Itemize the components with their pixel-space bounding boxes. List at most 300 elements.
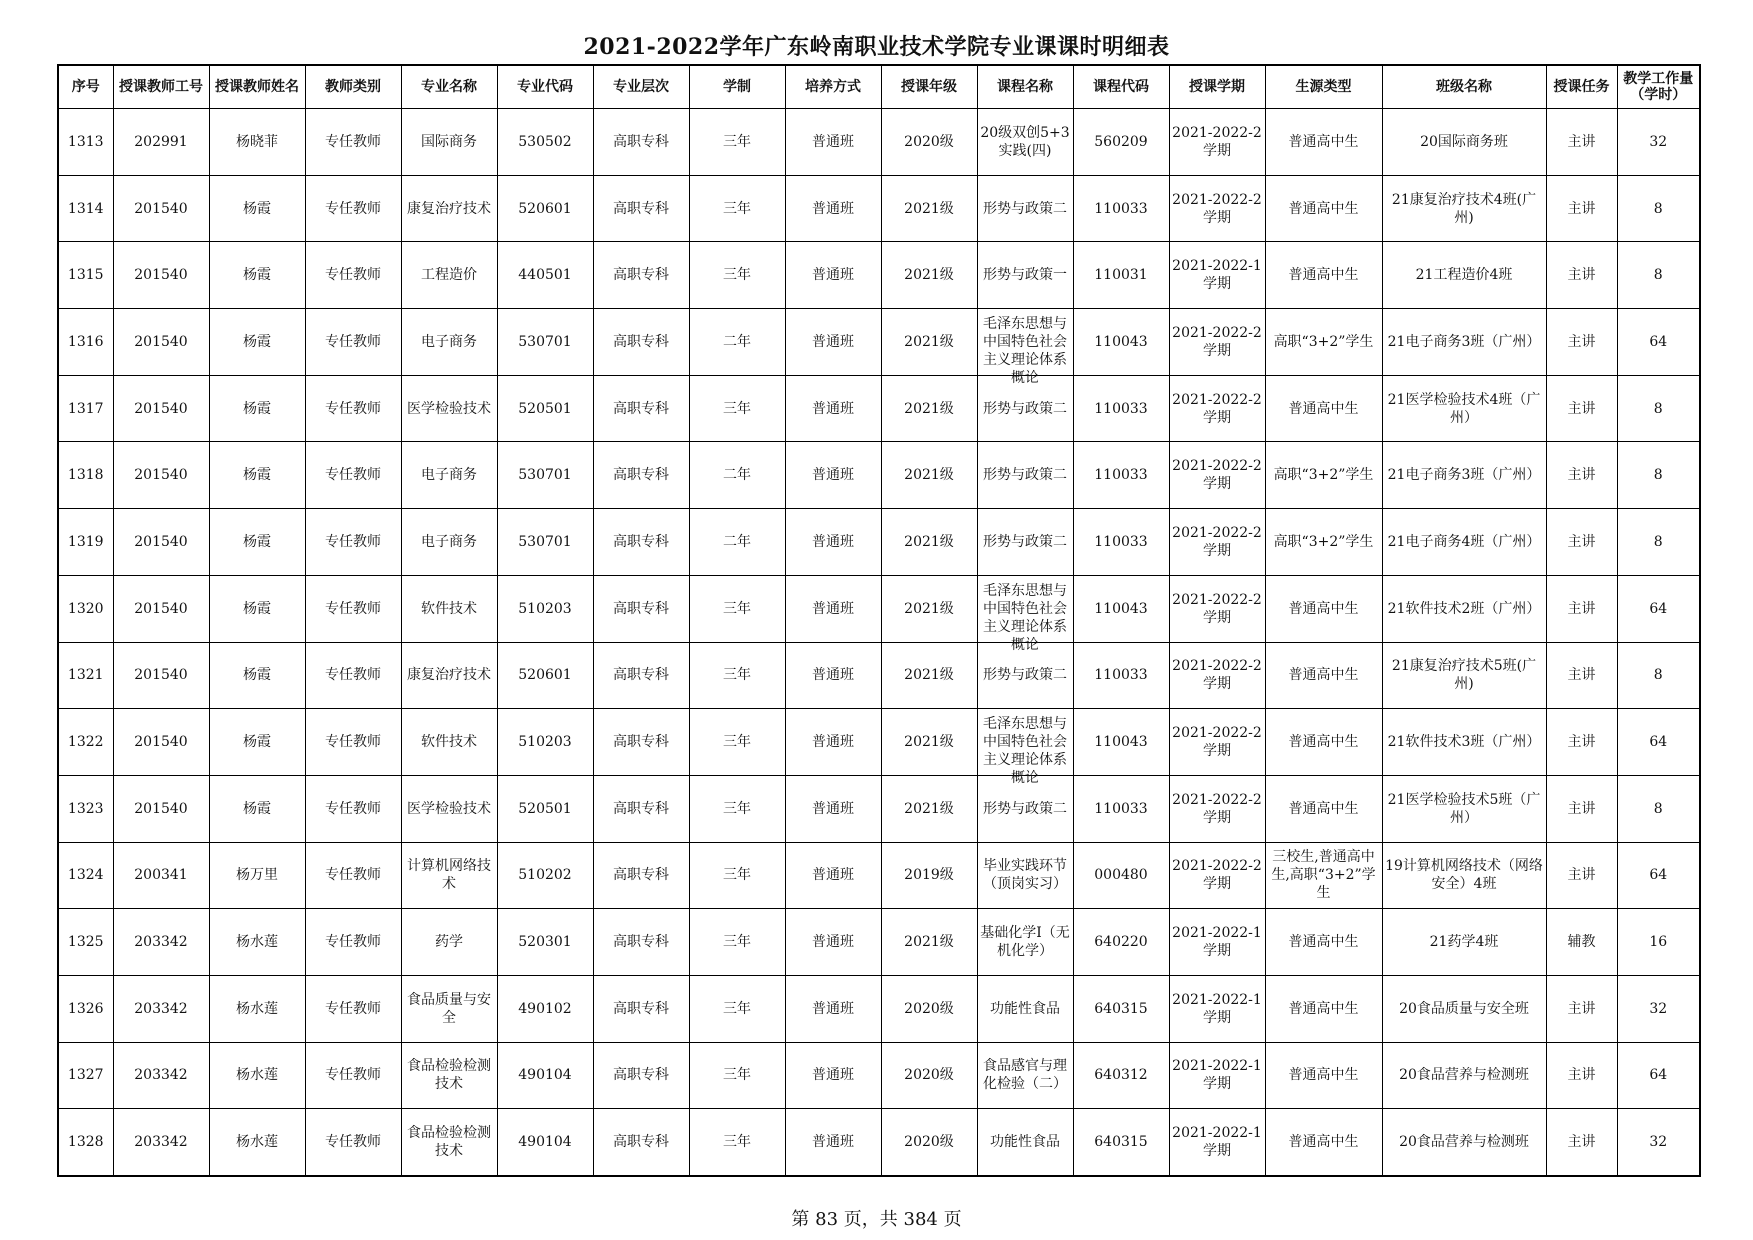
table-header-row: [58, 65, 1700, 109]
table-cell: [1265, 975, 1382, 1042]
cell-text: 1319: [67, 533, 104, 550]
cell-text: 490102: [518, 1000, 572, 1017]
table-cell: [881, 975, 977, 1042]
cell-text: 形势与政策二: [983, 667, 1067, 684]
cell-text: 计算机网络技术: [407, 858, 491, 893]
table-cell: [689, 509, 785, 576]
table-cell: [1265, 242, 1382, 309]
table-cell: [497, 109, 593, 176]
table-cell: [401, 309, 497, 376]
table-cell: [593, 175, 689, 242]
table-cell: [977, 175, 1073, 242]
table-cell: [113, 309, 209, 376]
cell-text: 2021级: [904, 667, 954, 684]
cell-text: 21电子商务4班（广州）: [1387, 533, 1541, 550]
table-cell: [305, 175, 401, 242]
table-cell: [977, 109, 1073, 176]
table-cell: [113, 242, 209, 309]
cell-text: 普通高中生: [1288, 1000, 1359, 1017]
table-cell: [785, 309, 881, 376]
cell-text: 专任教师: [325, 734, 381, 751]
table-cell: [689, 175, 785, 242]
column-header: 授课教师姓名: [209, 65, 305, 109]
table-cell: [881, 1042, 977, 1109]
cell-text: 主讲: [1567, 1067, 1596, 1084]
cell-text: 110033: [1094, 800, 1148, 817]
table-cell: [881, 775, 977, 842]
table-cell: [785, 909, 881, 976]
table-cell: [497, 242, 593, 309]
table-cell: [401, 842, 497, 909]
table-cell: [977, 242, 1073, 309]
table-cell: [1169, 1042, 1265, 1109]
cell-text: 490104: [518, 1067, 572, 1084]
table-cell: [113, 909, 209, 976]
cell-text: 专任教师: [325, 800, 381, 817]
table-cell: [1617, 775, 1700, 842]
table-cell: [209, 1042, 305, 1109]
table-cell: [1265, 442, 1382, 509]
cell-text: 杨霞: [243, 533, 271, 550]
table-cell: [58, 975, 113, 1042]
table-cell: [593, 242, 689, 309]
cell-text: 形势与政策一: [983, 267, 1067, 284]
cell-text: 21电子商务3班（广州）: [1387, 333, 1541, 350]
cell-text: 2021级: [904, 267, 954, 284]
table-cell: [1617, 709, 1700, 776]
table-cell: [401, 175, 497, 242]
cell-text: 主讲: [1567, 1134, 1596, 1151]
table-cell: [1169, 309, 1265, 376]
table-cell: [1546, 1109, 1617, 1176]
cell-text: 杨水莲: [236, 1067, 278, 1084]
table-cell: [785, 575, 881, 642]
cell-text: 8: [1653, 400, 1663, 417]
cell-text: 32: [1649, 133, 1668, 150]
cell-text: 主讲: [1567, 800, 1596, 817]
table-cell: [785, 442, 881, 509]
table-cell: [113, 842, 209, 909]
column-header: 专业代码: [497, 65, 593, 109]
cell-text: 杨霞: [243, 734, 271, 751]
cell-text: 毛泽东思想与中国特色社会主义理论体系概论: [983, 315, 1067, 386]
table-cell: [1265, 842, 1382, 909]
cell-text: 530701: [518, 467, 572, 484]
cell-text: 高职“3+2”学生: [1273, 467, 1374, 484]
table-cell: [977, 309, 1073, 386]
table-cell: [1073, 242, 1169, 309]
cell-text: 主讲: [1567, 133, 1596, 150]
table-cell: [305, 309, 401, 376]
table-cell: [1617, 642, 1700, 709]
table-cell: [1073, 309, 1169, 376]
table-cell: [1546, 442, 1617, 509]
table-row: [58, 309, 1700, 376]
table-cell: [785, 375, 881, 442]
table-cell: [1169, 509, 1265, 576]
column-header: 班级名称: [1382, 65, 1546, 109]
column-header: 培养方式: [785, 65, 881, 109]
cell-text: 杨水莲: [236, 1134, 278, 1151]
cell-text: 2021级: [904, 333, 954, 350]
cell-text: 20国际商务班: [1420, 133, 1508, 150]
cell-text: 电子商务: [421, 333, 477, 350]
cell-text: 高职专科: [613, 600, 669, 617]
column-header: 专业层次: [593, 65, 689, 109]
table-cell: [1617, 175, 1700, 242]
table-cell: [58, 509, 113, 576]
table-cell: [58, 242, 113, 309]
cell-text: 110043: [1094, 333, 1148, 350]
table-cell: [305, 509, 401, 576]
table-cell: [689, 1042, 785, 1109]
table-cell: [113, 642, 209, 709]
cell-text: 康复治疗技术: [407, 667, 491, 684]
cell-text: 普通班: [812, 133, 854, 150]
cell-text: 201540: [134, 333, 188, 350]
cell-text: 2021级: [904, 467, 954, 484]
table-cell: [58, 709, 113, 776]
table-cell: [1617, 1042, 1700, 1109]
cell-text: 2020级: [904, 1067, 954, 1084]
table-cell: [209, 109, 305, 176]
cell-text: 三年: [723, 867, 751, 884]
table-cell: [977, 1109, 1073, 1176]
cell-text: 专任教师: [325, 533, 381, 550]
table-cell: [1073, 1109, 1169, 1176]
table-cell: [1265, 642, 1382, 709]
cell-text: 高职专科: [613, 333, 669, 350]
table-cell: [881, 175, 977, 242]
table-cell: [1382, 575, 1546, 642]
cell-text: 2021-2022-2学期: [1172, 524, 1262, 559]
cell-text: 高职专科: [613, 200, 669, 217]
table-cell: [497, 442, 593, 509]
table-cell: [497, 1042, 593, 1109]
table-cell: [58, 175, 113, 242]
table-cell: [1169, 575, 1265, 642]
cell-text: 主讲: [1567, 867, 1596, 884]
table-cell: [593, 975, 689, 1042]
table-cell: [1073, 842, 1169, 909]
cell-text: 普通班: [812, 267, 854, 284]
table-cell: [209, 575, 305, 642]
table-cell: [1617, 109, 1700, 176]
table-cell: [1169, 709, 1265, 776]
table-cell: [785, 175, 881, 242]
cell-text: 202991: [134, 133, 188, 150]
table-cell: [113, 375, 209, 442]
column-header: 授课年级: [881, 65, 977, 109]
table-cell: [881, 442, 977, 509]
cell-text: 21医学检验技术4班（广州）: [1387, 391, 1541, 426]
cell-text: 食品感官与理化检验（二）: [983, 1058, 1067, 1093]
table-cell: [1382, 175, 1546, 242]
table-cell: [977, 909, 1073, 976]
cell-text: 2021级: [904, 934, 954, 951]
table-cell: [1617, 909, 1700, 976]
cell-text: 专任教师: [325, 133, 381, 150]
table-cell: [785, 1109, 881, 1176]
table-cell: [401, 509, 497, 576]
table-cell: [401, 1042, 497, 1109]
table-cell: [305, 975, 401, 1042]
table-cell: [785, 242, 881, 309]
table-cell: [1073, 1042, 1169, 1109]
cell-text: 2021-2022-2学期: [1172, 391, 1262, 426]
table-body: [58, 109, 1700, 1177]
cell-text: 专任教师: [325, 600, 381, 617]
cell-text: 杨水莲: [236, 1000, 278, 1017]
cell-text: 2021-2022-2学期: [1172, 191, 1262, 226]
table-cell: [1382, 509, 1546, 576]
table-cell: [1546, 242, 1617, 309]
table-cell: [401, 775, 497, 842]
table-cell: [881, 242, 977, 309]
table-cell: [113, 109, 209, 176]
table-cell: [401, 442, 497, 509]
column-header: 生源类型: [1265, 65, 1382, 109]
table-cell: [401, 109, 497, 176]
cell-text: 医学检验技术: [407, 800, 491, 817]
cell-text: 形势与政策二: [983, 800, 1067, 817]
cell-text: 主讲: [1567, 200, 1596, 217]
cell-text: 三年: [723, 133, 751, 150]
cell-text: 毛泽东思想与中国特色社会主义理论体系概论: [983, 716, 1067, 787]
cell-text: 高职专科: [613, 1134, 669, 1151]
cell-text: 辅教: [1567, 934, 1596, 951]
cell-text: 专任教师: [325, 934, 381, 951]
cell-text: 110033: [1094, 400, 1148, 417]
cell-text: 二年: [723, 333, 751, 350]
table-cell: [881, 509, 977, 576]
cell-text: 专任教师: [325, 333, 381, 350]
cell-text: 1323: [67, 800, 104, 817]
table-cell: [1617, 375, 1700, 442]
table-cell: [401, 975, 497, 1042]
table-cell: [401, 375, 497, 442]
cell-text: 8: [1653, 533, 1663, 550]
cell-text: 1328: [67, 1134, 104, 1151]
cell-text: 2021级: [904, 533, 954, 550]
table-cell: [785, 775, 881, 842]
table-cell: [305, 1109, 401, 1176]
table-cell: [785, 642, 881, 709]
table-cell: [497, 709, 593, 776]
table-row: [58, 709, 1700, 776]
table-cell: [497, 575, 593, 642]
table-cell: [593, 442, 689, 509]
cell-text: 三年: [723, 734, 751, 751]
table-cell: [1169, 442, 1265, 509]
cell-text: 203342: [134, 1134, 188, 1151]
cell-text: 普通班: [812, 734, 854, 751]
table-cell: [1169, 1109, 1265, 1176]
cell-text: 110031: [1094, 267, 1148, 284]
cell-text: 工程造价: [421, 267, 477, 284]
cell-text: 普通班: [812, 400, 854, 417]
page-title: 2021-2022学年广东岭南职业技术学院专业课课时明细表: [583, 34, 1170, 60]
cell-text: 药学: [435, 934, 463, 951]
table-row: [58, 509, 1700, 576]
table-cell: [305, 909, 401, 976]
table-cell: [593, 642, 689, 709]
cell-text: 1327: [67, 1067, 104, 1084]
cell-text: 主讲: [1567, 600, 1596, 617]
cell-text: 510203: [518, 600, 572, 617]
cell-text: 电子商务: [421, 533, 477, 550]
cell-text: 64: [1649, 600, 1668, 617]
cell-text: 专任教师: [325, 1000, 381, 1017]
cell-text: 20食品质量与安全班: [1399, 1000, 1529, 1017]
cell-text: 普通高中生: [1288, 934, 1359, 951]
table-cell: [1617, 242, 1700, 309]
cell-text: 2021-2022-1学期: [1172, 258, 1262, 293]
cell-text: 专任教师: [325, 200, 381, 217]
cell-text: 20食品营养与检测班: [1399, 1134, 1529, 1151]
cell-text: 杨万里: [236, 867, 278, 884]
cell-text: 普通高中生: [1288, 1134, 1359, 1151]
cell-text: 1314: [67, 200, 104, 217]
table-cell: [1073, 709, 1169, 776]
table-cell: [977, 509, 1073, 576]
cell-text: 主讲: [1567, 333, 1596, 350]
table-cell: [593, 109, 689, 176]
column-header: 教师类别: [305, 65, 401, 109]
table-cell: [881, 842, 977, 909]
table-cell: [1617, 442, 1700, 509]
cell-text: 490104: [518, 1134, 572, 1151]
table-cell: [497, 842, 593, 909]
cell-text: 食品检验检测技术: [407, 1058, 491, 1093]
table-cell: [689, 575, 785, 642]
cell-text: 32: [1649, 1134, 1668, 1151]
cell-text: 110033: [1094, 200, 1148, 217]
cell-text: 203342: [134, 1000, 188, 1017]
table-cell: [497, 1109, 593, 1176]
cell-text: 专任教师: [325, 400, 381, 417]
cell-text: 主讲: [1567, 267, 1596, 284]
table-cell: [881, 109, 977, 176]
table-cell: [1382, 242, 1546, 309]
table-cell: [209, 909, 305, 976]
table-cell: [497, 775, 593, 842]
cell-text: 1325: [67, 934, 104, 951]
cell-text: 主讲: [1567, 467, 1596, 484]
cell-text: 普通班: [812, 867, 854, 884]
cell-text: 杨霞: [243, 467, 271, 484]
cell-text: 21软件技术2班（广州）: [1387, 600, 1541, 617]
table-cell: [1546, 509, 1617, 576]
table-cell: [1265, 1042, 1382, 1109]
cell-text: 普通班: [812, 1134, 854, 1151]
table-cell: [209, 309, 305, 376]
cell-text: 普通高中生: [1288, 600, 1359, 617]
table-cell: [1546, 909, 1617, 976]
table-cell: [1382, 709, 1546, 776]
cell-text: 8: [1653, 267, 1663, 284]
cell-text: 16: [1649, 934, 1668, 951]
cell-text: 二年: [723, 533, 751, 550]
table-cell: [1382, 1042, 1546, 1109]
table-cell: [593, 575, 689, 642]
table-cell: [58, 1042, 113, 1109]
cell-text: 110033: [1094, 467, 1148, 484]
cell-text: 高职“3+2”学生: [1273, 333, 1374, 350]
table-cell: [1073, 909, 1169, 976]
table-cell: [1073, 442, 1169, 509]
cell-text: 2021-2022-2学期: [1172, 124, 1262, 159]
table-cell: [1382, 975, 1546, 1042]
table-cell: [113, 709, 209, 776]
table-cell: [58, 575, 113, 642]
cell-text: 普通高中生: [1288, 1067, 1359, 1084]
cell-text: 2021-2022-2学期: [1172, 725, 1262, 760]
cell-text: 2021级: [904, 800, 954, 817]
table-cell: [1265, 309, 1382, 376]
cell-text: 2021级: [904, 400, 954, 417]
table-cell: [305, 775, 401, 842]
table-cell: [881, 1109, 977, 1176]
cell-text: 杨霞: [243, 267, 271, 284]
cell-text: 530701: [518, 333, 572, 350]
cell-text: 21软件技术3班（广州）: [1387, 734, 1541, 751]
table-cell: [497, 909, 593, 976]
table-cell: [689, 975, 785, 1042]
table-cell: [1265, 775, 1382, 842]
cell-text: 2021级: [904, 600, 954, 617]
cell-text: 杨霞: [243, 200, 271, 217]
cell-text: 520501: [518, 800, 572, 817]
cell-text: 高职专科: [613, 800, 669, 817]
table-cell: [1382, 309, 1546, 376]
cell-text: 530502: [518, 133, 572, 150]
cell-text: 主讲: [1567, 400, 1596, 417]
table-cell: [1382, 642, 1546, 709]
cell-text: 1315: [67, 267, 104, 284]
table-cell: [209, 442, 305, 509]
table-cell: [113, 975, 209, 1042]
table-cell: [209, 509, 305, 576]
cell-text: 64: [1649, 1067, 1668, 1084]
cell-text: 201540: [134, 800, 188, 817]
table-cell: [689, 309, 785, 376]
cell-text: 普通高中生: [1288, 133, 1359, 150]
cell-text: 2019级: [904, 867, 954, 884]
table-cell: [58, 309, 113, 376]
cell-text: 普通班: [812, 533, 854, 550]
table-cell: [593, 309, 689, 376]
table-cell: [689, 109, 785, 176]
table-cell: [1169, 775, 1265, 842]
table-cell: [401, 575, 497, 642]
cell-text: 2021级: [904, 200, 954, 217]
table-cell: [593, 909, 689, 976]
table-cell: [1073, 375, 1169, 442]
table-cell: [1169, 375, 1265, 442]
cell-text: 高职专科: [613, 867, 669, 884]
cell-text: 普通班: [812, 1000, 854, 1017]
cell-text: 2020级: [904, 1000, 954, 1017]
table-row: [58, 242, 1700, 309]
cell-text: 1320: [67, 600, 104, 617]
cell-text: 2021-2022-1学期: [1172, 1058, 1262, 1093]
column-header: 序号: [58, 65, 113, 109]
table-cell: [401, 642, 497, 709]
cell-text: 医学检验技术: [407, 400, 491, 417]
table-cell: [689, 842, 785, 909]
table-cell: [209, 842, 305, 909]
